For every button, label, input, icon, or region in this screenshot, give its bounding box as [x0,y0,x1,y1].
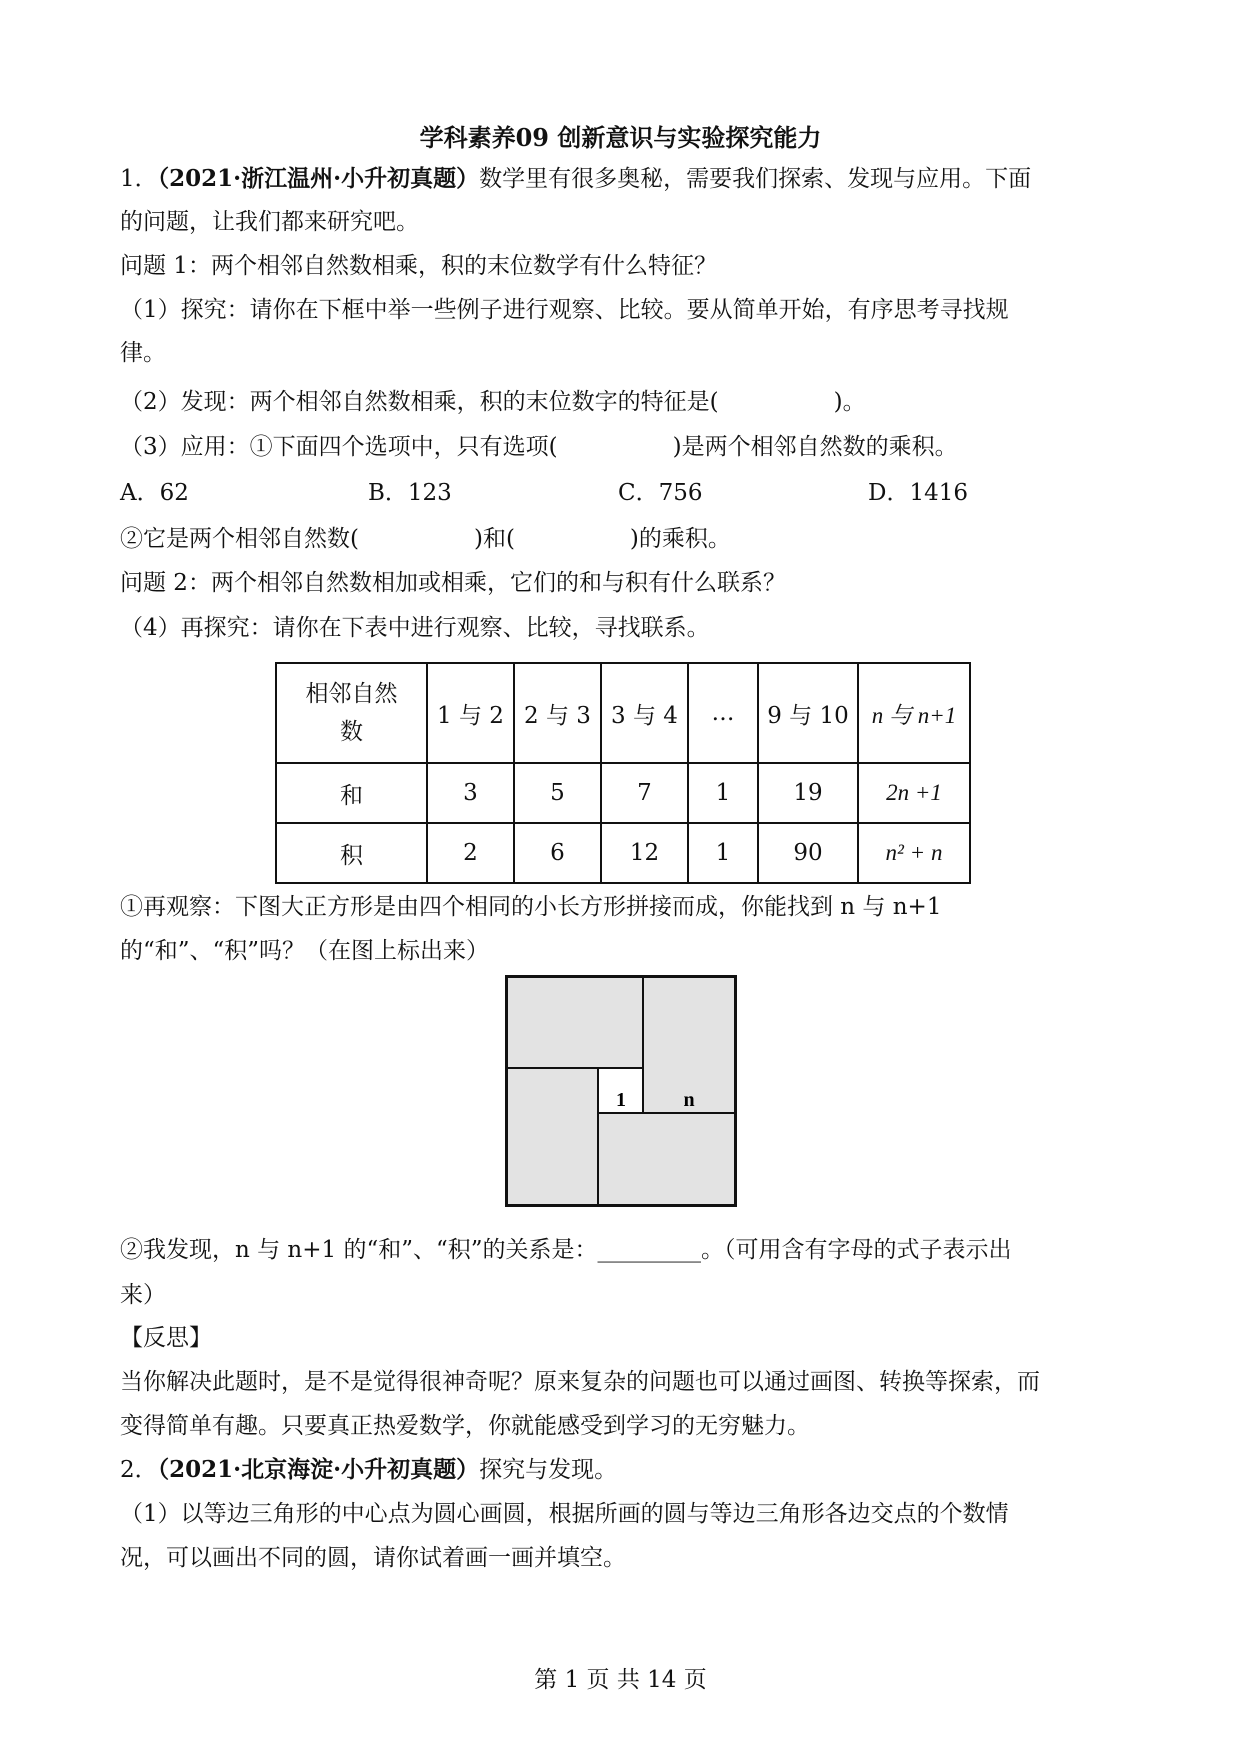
q1-part1-a: （1）探究：请你在下框中举一些例子进行观察、比较。要从简单开始，有序思考寻找规 [120,297,1009,323]
q1-part4: （4）再探究：请你在下表中进行观察、比较，寻找联系。 [120,615,710,641]
q1-number: 1． [120,166,158,192]
q2-part1-b: 况，可以画出不同的圆，请你试着画一画并填空。 [120,1545,626,1571]
sum-cell: 3 [427,763,514,823]
sum-cell: 5 [514,763,601,823]
product-label: 积 [276,823,427,883]
reflect-line-1: 当你解决此题时，是不是觉得很神奇呢？原来复杂的问题也可以通过画图、转换等探索，而 [120,1369,1040,1395]
product-cell: 2 [427,823,514,883]
sum-product-table [275,662,971,884]
sum-cell: 7 [601,763,688,823]
q2-source: （2021·北京海淀·小升初真题） [157,1456,480,1483]
col-3-4: 3 与 4 [601,663,688,763]
q1-problem2: 问题 2：两个相邻自然数相加或相乘，它们的和与积有什么联系？ [120,570,786,596]
header-label-line-2: 数 [340,719,363,745]
rect-top-left [507,977,643,1068]
product-cell: 6 [514,823,601,883]
rect-bottom-right [598,1113,735,1205]
q1-intro-1: 数学里有很多奥秘，需要我们探索、发现与应用。下面 [479,166,1032,192]
label-one: 1 [616,1089,626,1111]
product-cell: 12 [601,823,688,883]
col-n-n1: n 与 n+1 [858,663,970,763]
product-cell-formula: n² + n [858,823,970,883]
col-1-2: 1 与 2 [427,663,514,763]
page-footer: 第 1 页 共 14 页 [534,1667,707,1693]
reflect-heading: 【反思】 [120,1325,212,1351]
sum-cell: 1 [688,763,758,823]
option-d: D．1416 [868,480,968,506]
sum-cell: 19 [758,763,858,823]
q1-find-a: ②我发现，n 与 n+1 的“和”、“积”的关系是：_________。（可用含有字母的式子表示出 [120,1237,1012,1263]
product-cell: 1 [688,823,758,883]
option-c: C．756 [618,480,703,506]
q1-line-1 [120,164,1031,194]
rect-bottom-left [507,1068,598,1205]
q1-problem1: 问题 1：两个相邻自然数相乘，积的末位数学有什么特征？ [120,253,717,279]
q1-part1-b: 律。 [120,340,166,366]
option-a: A．62 [120,480,189,506]
q2-line-1 [120,1455,617,1485]
col-2-3: 2 与 3 [514,663,601,763]
q2-part1-a: （1）以等边三角形的中心点为圆心画圆，根据所画的圆与等边三角形各边交点的个数情 [120,1501,1009,1527]
col-ellipsis: … [688,663,758,763]
col-9-10: 9 与 10 [758,663,858,763]
q1-part2: （2）发现：两个相邻自然数相乘，积的末位数字的特征是( )。 [120,389,866,415]
q2-heading: 探究与发现。 [479,1457,618,1483]
sum-label: 和 [276,763,427,823]
q1-part3: （3）应用：①下面四个选项中，只有选项( )是两个相邻自然数的乘积。 [120,434,958,460]
q1-part3-b: ②它是两个相邻自然数( )和( )的乘积。 [120,526,731,552]
q1-observe-b: 的“和”、“积”吗？（在图上标出来） [120,938,490,964]
q1-source: （2021·浙江温州·小升初真题） [157,165,480,192]
reflect-line-2: 变得简单有趣。只要真正热爱数学，你就能感受到学习的无穷魅力。 [120,1413,810,1439]
option-b: B．123 [368,480,452,506]
sum-cell-formula: 2n +1 [858,763,970,823]
page-title: 学科素养09 创新意识与实验探究能力 [419,123,822,152]
q1-find-b: 来） [120,1282,166,1308]
q1-intro-2: 的问题，让我们都来研究吧。 [120,209,419,235]
header-label-line-1: 相邻自然 [305,681,398,707]
square-rectangles-figure [505,975,737,1207]
q2-number: 2． [120,1457,158,1483]
table-header-label [276,663,427,763]
product-cell: 90 [758,823,858,883]
label-n: n [683,1089,695,1111]
q1-observe-a: ①再观察：下图大正方形是由四个相同的小长方形拼接而成，你能找到 n 与 n+1 [120,894,942,920]
